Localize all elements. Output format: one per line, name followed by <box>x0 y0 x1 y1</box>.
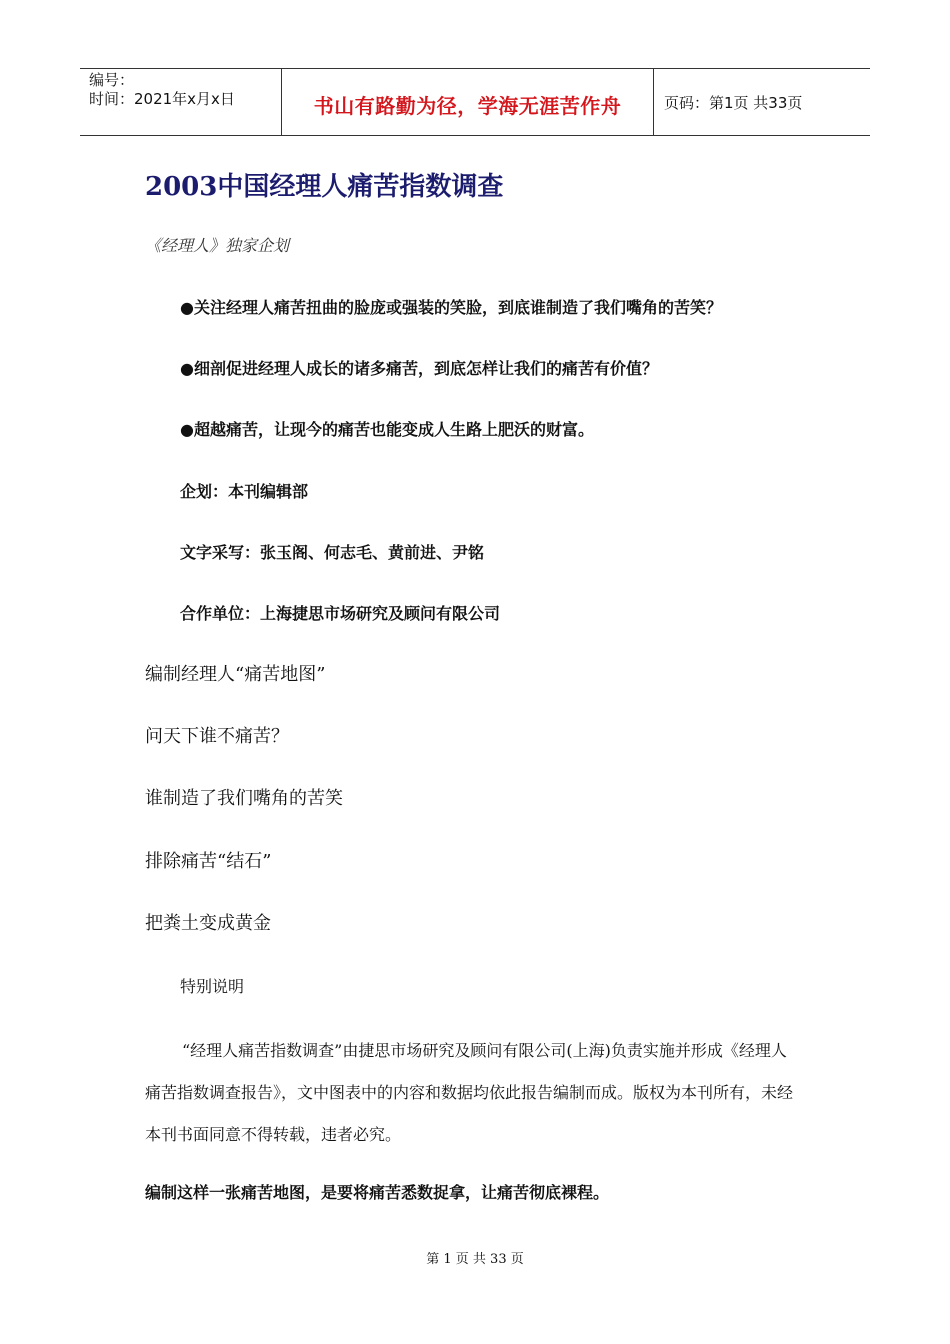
bullet-item: ●超越痛苦，让现今的痛苦也能变成人生路上肥沃的财富。 <box>180 420 594 439</box>
section-heading: 谁制造了我们嘴角的苦笑 <box>145 788 343 809</box>
page-info: 页码：第1页 共33页 <box>664 93 803 112</box>
credit-partner: 合作单位：上海捷思市场研究及顾问有限公司 <box>180 604 501 623</box>
note-heading: 特别说明 <box>180 977 245 996</box>
section-heading: 编制经理人“痛苦地图” <box>145 664 326 685</box>
header-motto-cell <box>282 69 654 135</box>
note-paragraph: “经理人痛苦指数调查”由捷思市场研究及顾问有限公司(上海)负责实施并形成《经理人痛苦指数调查报告》，文中图表中的内容和数据均依此报告编制而成。版权为本刊所有，未经本刊书面同意不得转载，违者必究。 <box>145 1041 794 1144</box>
bullet-item: ●关注经理人痛苦扭曲的脸庞或强装的笑脸，到底谁制造了我们嘴角的苦笑？ <box>180 298 722 317</box>
credit-writers: 文字采写：张玉阁、何志毛、黄前进、尹铭 <box>180 543 485 562</box>
subtitle: 《经理人》独家企划 <box>145 236 290 255</box>
bullet-item: ●细剖促进经理人成长的诸多痛苦，到底怎样让我们的痛苦有价值？ <box>180 359 658 378</box>
section-heading: 问天下谁不痛苦？ <box>145 726 289 747</box>
time-label: 时间：2021年x月x日 <box>89 90 235 108</box>
page-title: 2003中国经理人痛苦指数调查 <box>145 172 504 202</box>
header-table <box>80 68 870 136</box>
number-label: 编号： <box>89 71 135 89</box>
motto: 书山有路勤为径，学海无涯苦作舟 <box>313 93 622 118</box>
section-heading: 排除痛苦“结石” <box>145 851 272 872</box>
page-footer: 第 1 页 共 33 页 <box>426 1252 524 1267</box>
credit-planning: 企划：本刊编辑部 <box>180 482 309 501</box>
header-meta-cell <box>80 69 282 135</box>
section-heading: 把粪土变成黄金 <box>145 913 271 934</box>
header-page-cell <box>654 69 870 135</box>
closing-statement: 编制这样一张痛苦地图，是要将痛苦悉数捉拿，让痛苦彻底裸程。 <box>145 1183 610 1202</box>
